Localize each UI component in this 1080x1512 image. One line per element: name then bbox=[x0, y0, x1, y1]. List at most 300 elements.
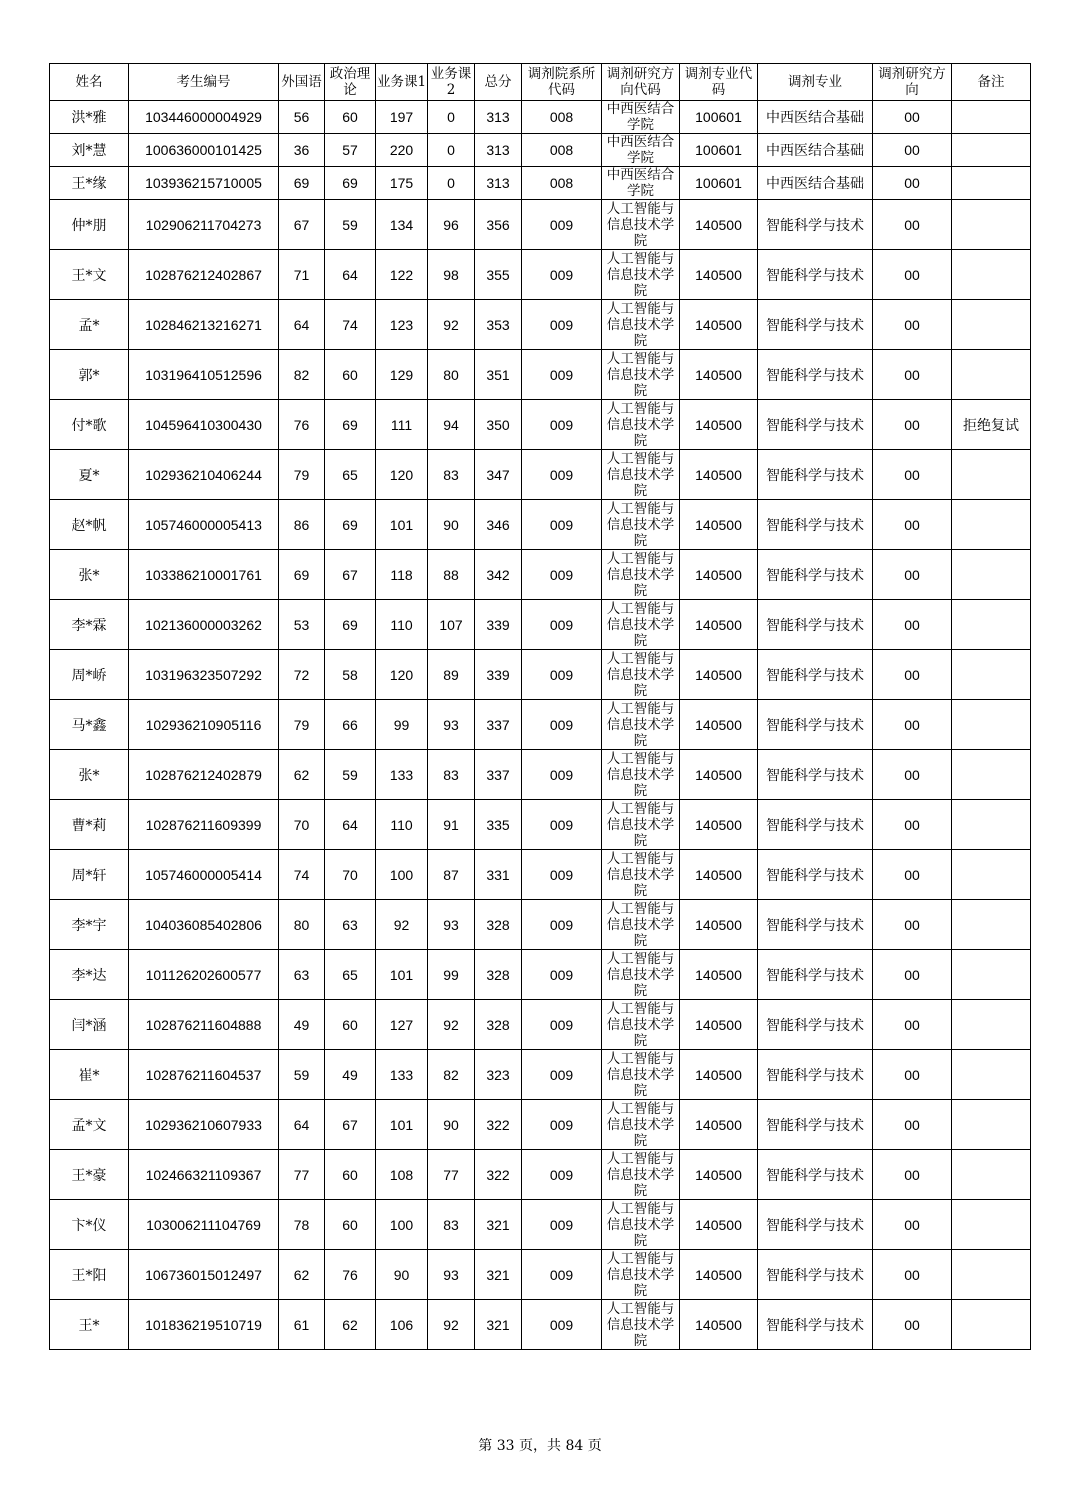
header-direction-code: 调剂研究方向代码 bbox=[602, 64, 680, 101]
cell-candidate-id: 105746000005414 bbox=[129, 850, 279, 900]
cell-department bbox=[602, 700, 680, 750]
cell-course-2: 77 bbox=[428, 1150, 475, 1200]
cell-dept-code: 008 bbox=[522, 134, 602, 167]
cell-foreign-language: 64 bbox=[279, 1100, 325, 1150]
cell-course-2: 90 bbox=[428, 500, 475, 550]
cell-major: 智能科学与技术 bbox=[758, 1200, 873, 1250]
cell-total: 335 bbox=[475, 800, 522, 850]
cell-foreign-language: 62 bbox=[279, 1250, 325, 1300]
cell-course-1: 120 bbox=[376, 450, 428, 500]
cell-major-code: 140500 bbox=[680, 1200, 758, 1250]
cell-politics: 69 bbox=[325, 500, 376, 550]
cell-major: 智能科学与技术 bbox=[758, 600, 873, 650]
department-label: 人工智能与信息技术学院 bbox=[606, 650, 675, 699]
cell-major: 智能科学与技术 bbox=[758, 750, 873, 800]
cell-total: 322 bbox=[475, 1150, 522, 1200]
cell-remark bbox=[952, 1200, 1031, 1250]
cell-total: 355 bbox=[475, 250, 522, 300]
cell-remark bbox=[952, 350, 1031, 400]
cell-name: 周*轩 bbox=[50, 850, 129, 900]
cell-dept-code: 009 bbox=[522, 750, 602, 800]
cell-name: 李*霖 bbox=[50, 600, 129, 650]
cell-name: 赵*帆 bbox=[50, 500, 129, 550]
cell-foreign-language: 79 bbox=[279, 700, 325, 750]
cell-remark bbox=[952, 134, 1031, 167]
cell-major: 智能科学与技术 bbox=[758, 900, 873, 950]
cell-politics: 58 bbox=[325, 650, 376, 700]
cell-department bbox=[602, 500, 680, 550]
cell-major-code: 100601 bbox=[680, 167, 758, 200]
cell-name: 曹*莉 bbox=[50, 800, 129, 850]
cell-course-1: 122 bbox=[376, 250, 428, 300]
cell-course-1: 133 bbox=[376, 750, 428, 800]
cell-name: 夏* bbox=[50, 450, 129, 500]
cell-course-2: 94 bbox=[428, 400, 475, 450]
cell-remark bbox=[952, 1300, 1031, 1350]
department-label: 人工智能与信息技术学院 bbox=[606, 1050, 675, 1099]
cell-candidate-id: 106736015012497 bbox=[129, 1250, 279, 1300]
cell-course-2: 96 bbox=[428, 200, 475, 250]
cell-direction: 00 bbox=[873, 1200, 952, 1250]
cell-dept-code: 009 bbox=[522, 1150, 602, 1200]
cell-major: 智能科学与技术 bbox=[758, 1000, 873, 1050]
cell-foreign-language: 63 bbox=[279, 950, 325, 1000]
cell-department bbox=[602, 1200, 680, 1250]
cell-major: 智能科学与技术 bbox=[758, 700, 873, 750]
table-row bbox=[50, 750, 1031, 800]
department-label: 人工智能与信息技术学院 bbox=[606, 700, 675, 749]
cell-foreign-language: 62 bbox=[279, 750, 325, 800]
cell-name: 王*缘 bbox=[50, 167, 129, 200]
header-course-1: 业务课1 bbox=[376, 64, 428, 101]
department-label: 人工智能与信息技术学院 bbox=[606, 800, 675, 849]
cell-direction: 00 bbox=[873, 900, 952, 950]
cell-foreign-language: 56 bbox=[279, 101, 325, 134]
cell-course-1: 101 bbox=[376, 500, 428, 550]
cell-candidate-id: 102876211604537 bbox=[129, 1050, 279, 1100]
cell-major-code: 140500 bbox=[680, 800, 758, 850]
cell-foreign-language: 36 bbox=[279, 134, 325, 167]
department-label: 中西医结合学院 bbox=[606, 101, 675, 133]
cell-dept-code: 009 bbox=[522, 700, 602, 750]
cell-major-code: 140500 bbox=[680, 1300, 758, 1350]
cell-name: 卞*仪 bbox=[50, 1200, 129, 1250]
cell-direction: 00 bbox=[873, 700, 952, 750]
cell-candidate-id: 102876212402867 bbox=[129, 250, 279, 300]
cell-course-1: 110 bbox=[376, 600, 428, 650]
cell-politics: 69 bbox=[325, 167, 376, 200]
table-row bbox=[50, 900, 1031, 950]
cell-course-1: 92 bbox=[376, 900, 428, 950]
cell-politics: 59 bbox=[325, 750, 376, 800]
cell-candidate-id: 103936215710005 bbox=[129, 167, 279, 200]
department-label: 人工智能与信息技术学院 bbox=[606, 1100, 675, 1149]
cell-department bbox=[602, 900, 680, 950]
cell-remark bbox=[952, 450, 1031, 500]
cell-course-1: 90 bbox=[376, 1250, 428, 1300]
table-row bbox=[50, 1050, 1031, 1100]
cell-course-2: 83 bbox=[428, 750, 475, 800]
cell-total: 321 bbox=[475, 1300, 522, 1350]
cell-major: 中西医结合基础 bbox=[758, 134, 873, 167]
cell-direction: 00 bbox=[873, 1150, 952, 1200]
table-row bbox=[50, 167, 1031, 200]
cell-foreign-language: 69 bbox=[279, 550, 325, 600]
cell-total: 323 bbox=[475, 1050, 522, 1100]
cell-name: 崔* bbox=[50, 1050, 129, 1100]
header-course-2: 业务课2 bbox=[428, 64, 475, 101]
cell-department bbox=[602, 101, 680, 134]
table-row bbox=[50, 250, 1031, 300]
cell-major-code: 140500 bbox=[680, 1050, 758, 1100]
cell-department bbox=[602, 950, 680, 1000]
cell-remark bbox=[952, 550, 1031, 600]
department-label: 人工智能与信息技术学院 bbox=[606, 450, 675, 499]
cell-major: 中西医结合基础 bbox=[758, 101, 873, 134]
cell-foreign-language: 49 bbox=[279, 1000, 325, 1050]
cell-department bbox=[602, 650, 680, 700]
cell-course-1: 110 bbox=[376, 800, 428, 850]
cell-foreign-language: 71 bbox=[279, 250, 325, 300]
cell-dept-code: 008 bbox=[522, 101, 602, 134]
cell-candidate-id: 102936210607933 bbox=[129, 1100, 279, 1150]
cell-dept-code: 009 bbox=[522, 200, 602, 250]
cell-course-2: 92 bbox=[428, 1300, 475, 1350]
cell-total: 322 bbox=[475, 1100, 522, 1150]
cell-course-1: 133 bbox=[376, 1050, 428, 1100]
cell-major-code: 140500 bbox=[680, 900, 758, 950]
cell-name: 李*达 bbox=[50, 950, 129, 1000]
cell-department bbox=[602, 1250, 680, 1300]
department-label: 人工智能与信息技术学院 bbox=[606, 1200, 675, 1249]
cell-direction: 00 bbox=[873, 1100, 952, 1150]
cell-remark bbox=[952, 700, 1031, 750]
cell-major: 智能科学与技术 bbox=[758, 350, 873, 400]
cell-course-2: 92 bbox=[428, 1000, 475, 1050]
cell-politics: 67 bbox=[325, 550, 376, 600]
cell-politics: 65 bbox=[325, 450, 376, 500]
table-row bbox=[50, 700, 1031, 750]
cell-course-1: 127 bbox=[376, 1000, 428, 1050]
cell-total: 313 bbox=[475, 134, 522, 167]
cell-major-code: 140500 bbox=[680, 1150, 758, 1200]
cell-politics: 67 bbox=[325, 1100, 376, 1150]
cell-total: 337 bbox=[475, 750, 522, 800]
cell-course-2: 82 bbox=[428, 1050, 475, 1100]
cell-major: 智能科学与技术 bbox=[758, 450, 873, 500]
cell-major: 智能科学与技术 bbox=[758, 300, 873, 350]
department-label: 人工智能与信息技术学院 bbox=[606, 1150, 675, 1199]
cell-course-2: 0 bbox=[428, 167, 475, 200]
cell-total: 347 bbox=[475, 450, 522, 500]
cell-candidate-id: 102936210905116 bbox=[129, 700, 279, 750]
table-header-row bbox=[50, 64, 1031, 101]
cell-course-2: 83 bbox=[428, 450, 475, 500]
table-row bbox=[50, 350, 1031, 400]
cell-remark bbox=[952, 850, 1031, 900]
cell-total: 321 bbox=[475, 1200, 522, 1250]
cell-dept-code: 009 bbox=[522, 1300, 602, 1350]
cell-remark bbox=[952, 200, 1031, 250]
cell-dept-code: 009 bbox=[522, 1000, 602, 1050]
cell-course-2: 88 bbox=[428, 550, 475, 600]
cell-department bbox=[602, 400, 680, 450]
cell-major: 智能科学与技术 bbox=[758, 1050, 873, 1100]
cell-course-1: 120 bbox=[376, 650, 428, 700]
cell-candidate-id: 102876212402879 bbox=[129, 750, 279, 800]
table-row bbox=[50, 101, 1031, 134]
cell-course-2: 90 bbox=[428, 1100, 475, 1150]
cell-major-code: 140500 bbox=[680, 700, 758, 750]
cell-politics: 60 bbox=[325, 350, 376, 400]
department-label: 人工智能与信息技术学院 bbox=[606, 850, 675, 899]
header-major-code: 调剂专业代码 bbox=[680, 64, 758, 101]
cell-total: 339 bbox=[475, 600, 522, 650]
cell-candidate-id: 103386210001761 bbox=[129, 550, 279, 600]
cell-candidate-id: 102136000003262 bbox=[129, 600, 279, 650]
admission-adjustment-table bbox=[49, 63, 1031, 1350]
department-label: 人工智能与信息技术学院 bbox=[606, 750, 675, 799]
cell-dept-code: 008 bbox=[522, 167, 602, 200]
cell-name: 洪*雅 bbox=[50, 101, 129, 134]
cell-candidate-id: 102876211609399 bbox=[129, 800, 279, 850]
cell-name: 孟* bbox=[50, 300, 129, 350]
department-label: 人工智能与信息技术学院 bbox=[606, 900, 675, 949]
cell-department bbox=[602, 550, 680, 600]
cell-direction: 00 bbox=[873, 134, 952, 167]
cell-remark bbox=[952, 250, 1031, 300]
cell-name: 郭* bbox=[50, 350, 129, 400]
cell-direction: 00 bbox=[873, 500, 952, 550]
cell-department bbox=[602, 1300, 680, 1350]
department-label: 人工智能与信息技术学院 bbox=[606, 350, 675, 399]
cell-total: 321 bbox=[475, 1250, 522, 1300]
header-major: 调剂专业 bbox=[758, 64, 873, 101]
cell-candidate-id: 102466321109367 bbox=[129, 1150, 279, 1200]
cell-foreign-language: 74 bbox=[279, 850, 325, 900]
cell-remark bbox=[952, 950, 1031, 1000]
cell-total: 339 bbox=[475, 650, 522, 700]
cell-major: 智能科学与技术 bbox=[758, 800, 873, 850]
cell-course-1: 99 bbox=[376, 700, 428, 750]
cell-remark bbox=[952, 750, 1031, 800]
cell-department bbox=[602, 450, 680, 500]
cell-politics: 74 bbox=[325, 300, 376, 350]
cell-total: 328 bbox=[475, 950, 522, 1000]
cell-total: 313 bbox=[475, 167, 522, 200]
cell-major-code: 140500 bbox=[680, 650, 758, 700]
cell-major-code: 140500 bbox=[680, 1000, 758, 1050]
cell-major: 智能科学与技术 bbox=[758, 950, 873, 1000]
cell-direction: 00 bbox=[873, 350, 952, 400]
cell-course-2: 87 bbox=[428, 850, 475, 900]
cell-candidate-id: 103196410512596 bbox=[129, 350, 279, 400]
cell-foreign-language: 69 bbox=[279, 167, 325, 200]
cell-politics: 70 bbox=[325, 850, 376, 900]
cell-dept-code: 009 bbox=[522, 900, 602, 950]
cell-total: 337 bbox=[475, 700, 522, 750]
cell-direction: 00 bbox=[873, 650, 952, 700]
department-label: 人工智能与信息技术学院 bbox=[606, 500, 675, 549]
cell-direction: 00 bbox=[873, 400, 952, 450]
cell-name: 王* bbox=[50, 1300, 129, 1350]
department-label: 人工智能与信息技术学院 bbox=[606, 950, 675, 999]
cell-remark bbox=[952, 500, 1031, 550]
cell-course-1: 111 bbox=[376, 400, 428, 450]
cell-name: 仲*朋 bbox=[50, 200, 129, 250]
department-label: 人工智能与信息技术学院 bbox=[606, 250, 675, 299]
cell-name: 张* bbox=[50, 750, 129, 800]
cell-major-code: 140500 bbox=[680, 200, 758, 250]
cell-major-code: 140500 bbox=[680, 500, 758, 550]
cell-department bbox=[602, 1100, 680, 1150]
cell-major-code: 140500 bbox=[680, 250, 758, 300]
cell-major-code: 100601 bbox=[680, 101, 758, 134]
cell-foreign-language: 59 bbox=[279, 1050, 325, 1100]
table-row bbox=[50, 400, 1031, 450]
cell-total: 353 bbox=[475, 300, 522, 350]
cell-department bbox=[602, 134, 680, 167]
cell-foreign-language: 61 bbox=[279, 1300, 325, 1350]
cell-foreign-language: 53 bbox=[279, 600, 325, 650]
cell-foreign-language: 70 bbox=[279, 800, 325, 850]
cell-remark bbox=[952, 800, 1031, 850]
cell-remark bbox=[952, 1100, 1031, 1150]
table-row bbox=[50, 1000, 1031, 1050]
cell-candidate-id: 102846213216271 bbox=[129, 300, 279, 350]
cell-total: 350 bbox=[475, 400, 522, 450]
cell-remark bbox=[952, 167, 1031, 200]
department-label: 人工智能与信息技术学院 bbox=[606, 200, 675, 249]
cell-course-1: 175 bbox=[376, 167, 428, 200]
cell-direction: 00 bbox=[873, 1050, 952, 1100]
header-name: 姓名 bbox=[50, 64, 129, 101]
table-row bbox=[50, 950, 1031, 1000]
cell-candidate-id: 104036085402806 bbox=[129, 900, 279, 950]
cell-dept-code: 009 bbox=[522, 850, 602, 900]
cell-department bbox=[602, 850, 680, 900]
cell-total: 351 bbox=[475, 350, 522, 400]
cell-foreign-language: 76 bbox=[279, 400, 325, 450]
cell-dept-code: 009 bbox=[522, 800, 602, 850]
cell-direction: 00 bbox=[873, 101, 952, 134]
cell-candidate-id: 101836219510719 bbox=[129, 1300, 279, 1350]
cell-direction: 00 bbox=[873, 450, 952, 500]
table-row bbox=[50, 600, 1031, 650]
cell-total: 331 bbox=[475, 850, 522, 900]
cell-total: 313 bbox=[475, 101, 522, 134]
cell-course-1: 129 bbox=[376, 350, 428, 400]
cell-total: 328 bbox=[475, 1000, 522, 1050]
cell-major: 智能科学与技术 bbox=[758, 250, 873, 300]
cell-dept-code: 009 bbox=[522, 600, 602, 650]
cell-course-1: 101 bbox=[376, 950, 428, 1000]
cell-name: 王*阳 bbox=[50, 1250, 129, 1300]
cell-foreign-language: 80 bbox=[279, 900, 325, 950]
cell-politics: 69 bbox=[325, 600, 376, 650]
cell-course-2: 107 bbox=[428, 600, 475, 650]
table-row bbox=[50, 1200, 1031, 1250]
table-row bbox=[50, 1300, 1031, 1350]
cell-department bbox=[602, 1050, 680, 1100]
department-label: 中西医结合学院 bbox=[606, 167, 675, 199]
cell-direction: 00 bbox=[873, 550, 952, 600]
cell-major: 智能科学与技术 bbox=[758, 200, 873, 250]
cell-politics: 62 bbox=[325, 1300, 376, 1350]
cell-remark bbox=[952, 900, 1031, 950]
cell-politics: 60 bbox=[325, 101, 376, 134]
cell-direction: 00 bbox=[873, 600, 952, 650]
cell-course-1: 220 bbox=[376, 134, 428, 167]
cell-major-code: 140500 bbox=[680, 950, 758, 1000]
cell-candidate-id: 104596410300430 bbox=[129, 400, 279, 450]
cell-name: 王*豪 bbox=[50, 1150, 129, 1200]
department-label: 人工智能与信息技术学院 bbox=[606, 550, 675, 599]
cell-direction: 00 bbox=[873, 300, 952, 350]
cell-department bbox=[602, 800, 680, 850]
cell-major: 智能科学与技术 bbox=[758, 1100, 873, 1150]
table-row bbox=[50, 300, 1031, 350]
cell-course-1: 108 bbox=[376, 1150, 428, 1200]
cell-politics: 63 bbox=[325, 900, 376, 950]
cell-department bbox=[602, 167, 680, 200]
cell-politics: 60 bbox=[325, 1000, 376, 1050]
cell-remark bbox=[952, 300, 1031, 350]
cell-direction: 00 bbox=[873, 1300, 952, 1350]
cell-name: 孟*文 bbox=[50, 1100, 129, 1150]
cell-department bbox=[602, 750, 680, 800]
cell-total: 342 bbox=[475, 550, 522, 600]
cell-major: 智能科学与技术 bbox=[758, 550, 873, 600]
cell-politics: 59 bbox=[325, 200, 376, 250]
cell-foreign-language: 77 bbox=[279, 1150, 325, 1200]
cell-major-code: 140500 bbox=[680, 400, 758, 450]
cell-direction: 00 bbox=[873, 800, 952, 850]
cell-major-code: 140500 bbox=[680, 850, 758, 900]
header-direction: 调剂研究方向 bbox=[873, 64, 952, 101]
cell-remark bbox=[952, 1250, 1031, 1300]
cell-dept-code: 009 bbox=[522, 1250, 602, 1300]
cell-politics: 57 bbox=[325, 134, 376, 167]
cell-major-code: 140500 bbox=[680, 450, 758, 500]
cell-department bbox=[602, 600, 680, 650]
cell-politics: 65 bbox=[325, 950, 376, 1000]
cell-direction: 00 bbox=[873, 1000, 952, 1050]
cell-total: 356 bbox=[475, 200, 522, 250]
cell-dept-code: 009 bbox=[522, 550, 602, 600]
header-total: 总分 bbox=[475, 64, 522, 101]
table-row bbox=[50, 1100, 1031, 1150]
cell-department bbox=[602, 1000, 680, 1050]
cell-major: 智能科学与技术 bbox=[758, 650, 873, 700]
department-label: 人工智能与信息技术学院 bbox=[606, 600, 675, 649]
cell-remark bbox=[952, 1000, 1031, 1050]
cell-course-1: 100 bbox=[376, 1200, 428, 1250]
cell-course-1: 197 bbox=[376, 101, 428, 134]
cell-name: 马*鑫 bbox=[50, 700, 129, 750]
cell-candidate-id: 102876211604888 bbox=[129, 1000, 279, 1050]
header-dept-code: 调剂院系所代码 bbox=[522, 64, 602, 101]
cell-foreign-language: 78 bbox=[279, 1200, 325, 1250]
cell-dept-code: 009 bbox=[522, 500, 602, 550]
cell-foreign-language: 64 bbox=[279, 300, 325, 350]
cell-candidate-id: 105746000005413 bbox=[129, 500, 279, 550]
cell-politics: 49 bbox=[325, 1050, 376, 1100]
table-row bbox=[50, 550, 1031, 600]
cell-dept-code: 009 bbox=[522, 450, 602, 500]
cell-dept-code: 009 bbox=[522, 250, 602, 300]
table-row bbox=[50, 200, 1031, 250]
